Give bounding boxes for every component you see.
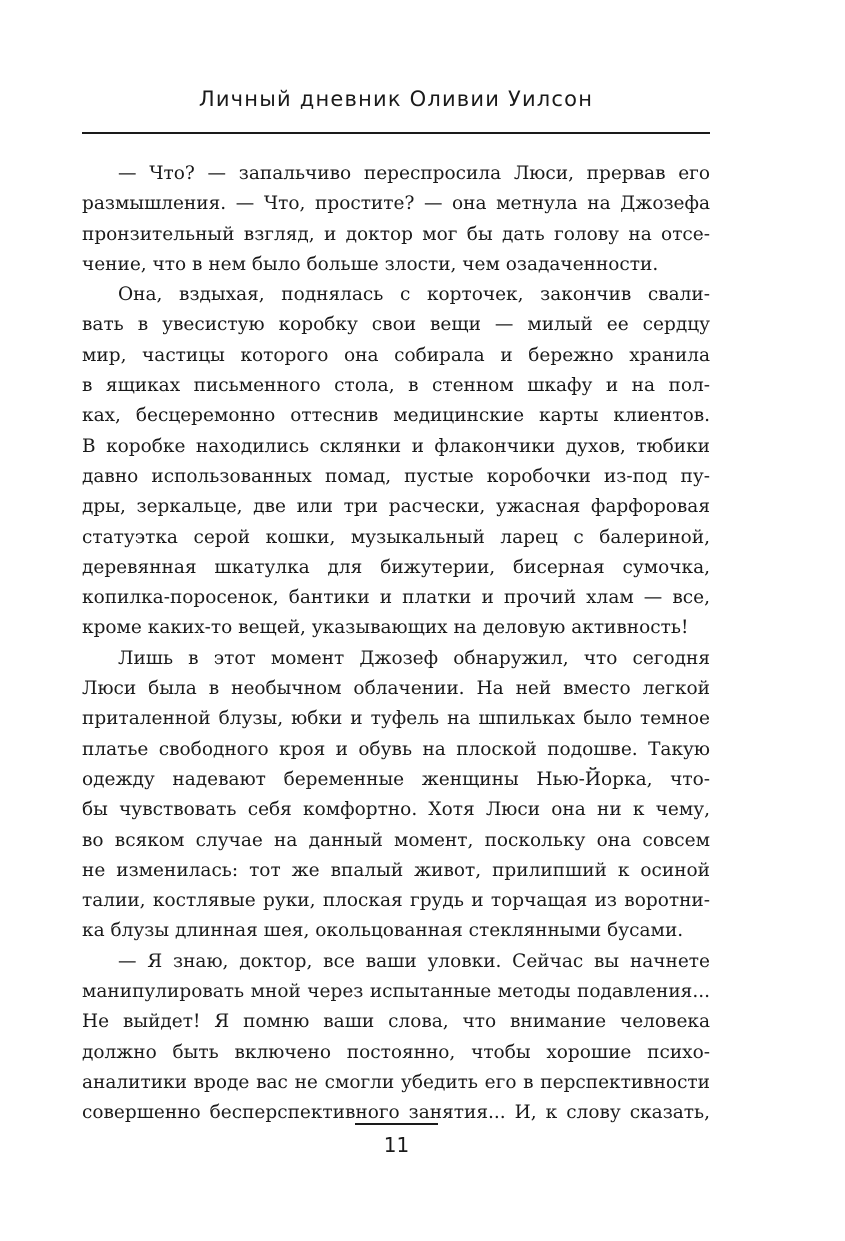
text-line: — Что? — запальчиво переспросила Люси, прервав его — [118, 163, 710, 184]
text-line: во всяком случае на данный момент, поскольку она совсем — [82, 829, 710, 851]
body-text — [82, 159, 710, 1129]
text-line: Не выйдет! Я помню ваши слова, что внимание человека — [82, 1011, 710, 1033]
text-line: талии, костлявые руки, плоская грудь и торчащая из воротни- — [82, 890, 710, 912]
text-line: деревянная шкатулка для бижутерии, бисерная сумочка, — [82, 556, 710, 578]
text-line: Люси была в необычном облачении. На ней вместо легкой — [82, 678, 710, 700]
text-line: размышления. — Что, простите? — она метнула на Джозефа — [82, 193, 710, 215]
text-line: — Я знаю, доктор, все ваши уловки. Сейчас вы начнете — [118, 950, 710, 972]
running-head: Личный дневник Оливии Уилсон — [198, 87, 594, 111]
footer-rule — [355, 1123, 438, 1125]
text-line: давно использованных помад, пустые коробочки из-под пу- — [82, 465, 710, 487]
text-line: совершенно бесперспективного занятия... И, к слову сказать, — [82, 1102, 710, 1124]
text-line: аналитики вроде вас не смогли убедить его в перспективности — [82, 1071, 710, 1093]
text-line: должно быть включено постоянно, чтобы хорошие психо- — [82, 1041, 710, 1063]
text-line: Она, вздыхая, поднялась с корточек, закончив свали- — [118, 284, 710, 306]
text-line: мир, частицы которого она собирала и бережно хранила — [82, 344, 710, 366]
text-line: дры, зеркальце, две или три расчески, ужасная фарфоровая — [82, 496, 710, 518]
text-line: платье свободного кроя и обувь на плоской подошве. Такую — [82, 738, 710, 760]
text-line: Лишь в этот момент Джозеф обнаружил, что сегодня — [118, 647, 710, 669]
text-line: В коробке находились склянки и флакончики духов, тюбики — [82, 435, 710, 457]
text-line: в ящиках письменного стола, в стенном шкафу и на пол- — [82, 375, 710, 397]
text-line: ках, бесцеремонно оттеснив медицинские карты клиентов. — [82, 405, 710, 427]
text-line: чение, что в нем было больше злости, чем озадаченности. — [82, 253, 659, 275]
text-line: манипулировать мной через испытанные методы подавления... — [82, 981, 710, 1003]
text-line: приталенной блузы, юбки и туфель на шпильках было темное — [82, 708, 710, 730]
header-rule — [82, 132, 710, 134]
text-line: копилка-поросенок, бантики и платки и прочий хлам — все, — [82, 587, 710, 609]
text-line: бы чувствовать себя комфортно. Хотя Люси она ни к чему, — [82, 799, 710, 821]
text-line: статуэтка серой кошки, музыкальный ларец с балериной, — [82, 526, 710, 548]
text-line: пронзительный взгляд, и доктор мог бы дать голову на отсе- — [82, 223, 710, 245]
text-line: ка блузы длинная шея, окольцованная стеклянными бусами. — [82, 920, 684, 942]
text-line: кроме каких-то вещей, указывающих на деловую активность! — [82, 617, 689, 639]
text-line: вать в увесистую коробку свои вещи — милый ее сердцу — [82, 314, 710, 336]
text-line: не изменилась: тот же впалый живот, прилипший к осиной — [82, 859, 710, 881]
page-number: 11 — [383, 1133, 410, 1157]
text-line: одежду надевают беременные женщины Нью-Йорка, что- — [82, 768, 710, 790]
